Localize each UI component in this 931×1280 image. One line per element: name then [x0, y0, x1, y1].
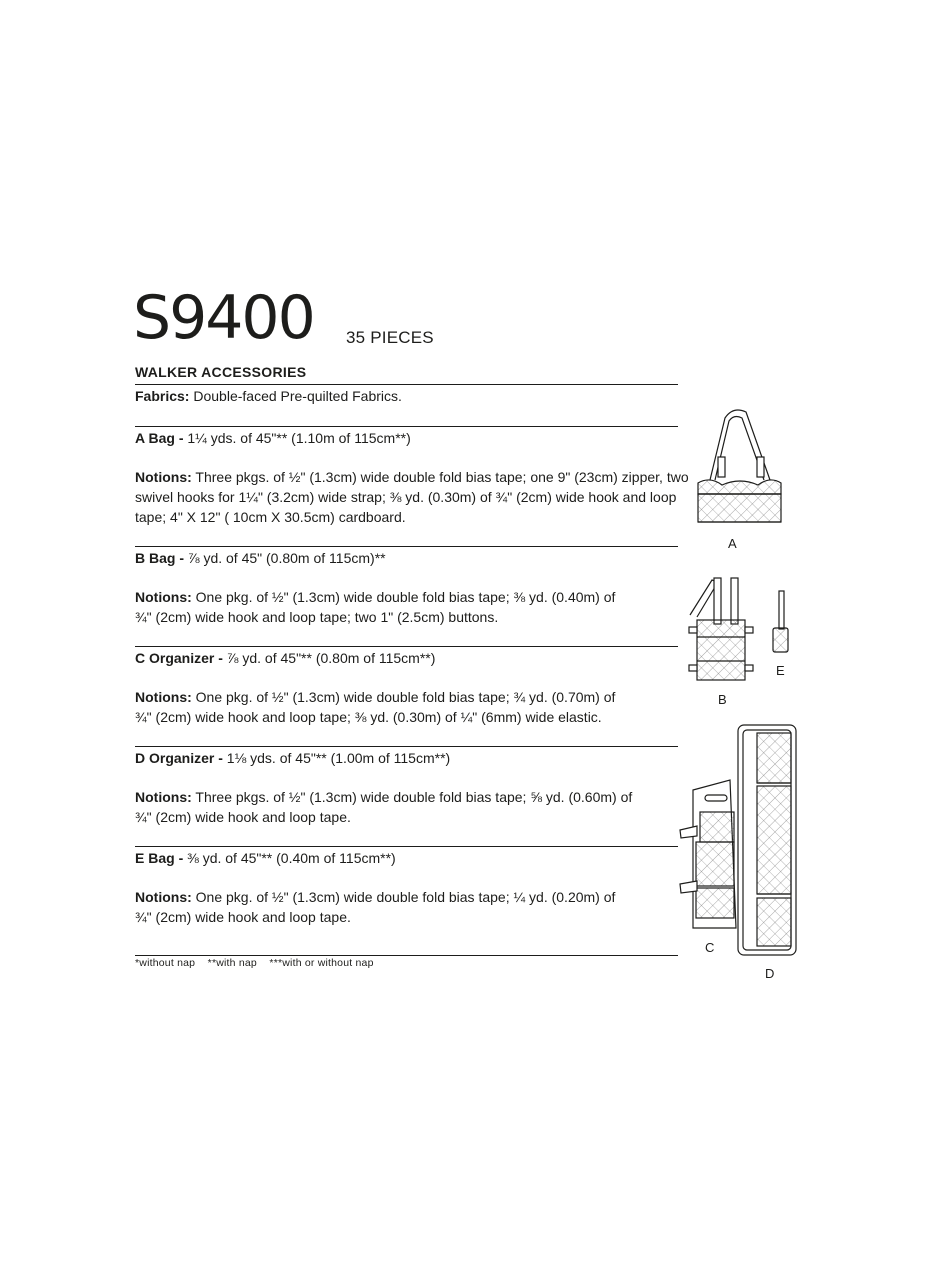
- fabrics-text: Double-faced Pre-quilted Fabrics.: [193, 388, 402, 404]
- figure-label-c: C: [705, 940, 715, 955]
- figure-label-e: E: [776, 663, 785, 678]
- fabrics-label: Fabrics:: [135, 388, 190, 404]
- section-yardage: 1¼ yds. of 45"** (1.10m of 115cm**): [187, 430, 411, 446]
- figure-label-d: D: [765, 966, 775, 981]
- notions-text: One pkg. of ½" (1.3cm) wide double fold bias tape; ⅜ yd. (0.40m) of: [195, 589, 616, 605]
- section-name: E Bag -: [135, 850, 184, 866]
- notions-text: ¾" (2cm) wide hook and loop tape; two 1" (2.5cm) buttons.: [135, 609, 499, 625]
- bag-a-drawing: [698, 410, 781, 522]
- notions-label: Notions:: [135, 789, 192, 805]
- section-name: B Bag -: [135, 550, 184, 566]
- notions-label: Notions:: [135, 889, 192, 905]
- notions-text: Three pkgs. of ½" (1.3cm) wide double fold bias tape; ⅝ yd. (0.60m) of: [195, 789, 633, 805]
- pieces-count: 35 PIECES: [346, 328, 434, 347]
- notions-text: One pkg. of ½" (1.3cm) wide double fold bias tape; ¼ yd. (0.20m) of: [195, 889, 616, 905]
- bag-b-drawing: [689, 578, 753, 680]
- pattern-number: S9400: [133, 283, 314, 353]
- notions-text: One pkg. of ½" (1.3cm) wide double fold bias tape; ¾ yd. (0.70m) of: [195, 689, 616, 705]
- section-yardage: ⅞ yd. of 45" (0.80m of 115cm)**: [187, 550, 386, 566]
- section-yardage: ⅜ yd. of 45"** (0.40m of 115cm**): [187, 850, 396, 866]
- notions-text: ¾" (2cm) wide hook and loop tape.: [135, 909, 351, 925]
- organizer-c-drawing: [680, 780, 736, 928]
- nap-footnote: *without nap **with nap ***with or without nap: [135, 957, 374, 969]
- notions-label: Notions:: [135, 689, 192, 705]
- notions-text: swivel hooks for 1¼" (3.2cm) wide strap; ⅜ yd. (0.30m) of ¾" (2cm) wide hook and loop: [135, 489, 677, 505]
- notions-text: Three pkgs. of ½" (1.3cm) wide double fold bias tape; one 9" (23cm) zipper, two: [195, 469, 689, 485]
- bag-e-drawing: [773, 591, 788, 652]
- notions-label: Notions:: [135, 589, 192, 605]
- section-name: D Organizer -: [135, 750, 223, 766]
- organizer-d-drawing: [738, 725, 796, 955]
- figure-label-a: A: [728, 536, 737, 551]
- section-yardage: ⅞ yd. of 45"** (0.80m of 115cm**): [226, 650, 436, 666]
- section-yardage: 1⅛ yds. of 45"** (1.00m of 115cm**): [226, 750, 451, 766]
- pattern-title: WALKER ACCESSORIES: [135, 364, 307, 380]
- notions-label: Notions:: [135, 469, 192, 485]
- notions-text: ¾" (2cm) wide hook and loop tape.: [135, 809, 351, 825]
- section-name: A Bag -: [135, 430, 184, 446]
- section-name: C Organizer -: [135, 650, 223, 666]
- notions-text: ¾" (2cm) wide hook and loop tape; ⅜ yd. (0.30m) of ¼" (6mm) wide elastic.: [135, 709, 602, 725]
- figure-label-b: B: [718, 692, 727, 707]
- notions-text: tape; 4" X 12" ( 10cm X 30.5cm) cardboard.: [135, 509, 406, 525]
